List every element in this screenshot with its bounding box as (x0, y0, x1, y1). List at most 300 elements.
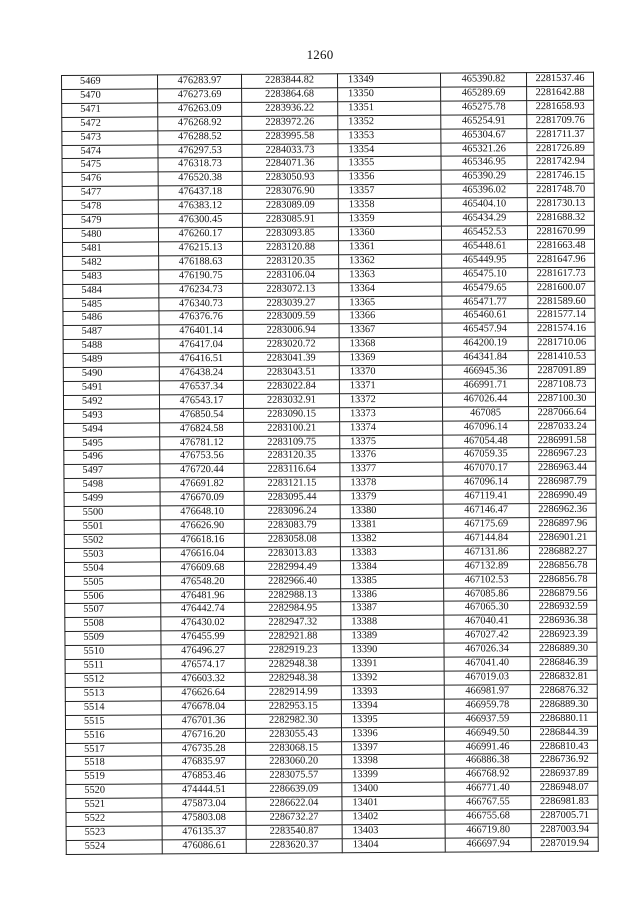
table-cell: 475803.08 (162, 811, 246, 825)
table-cell: 2281642.88 (527, 86, 594, 100)
table-cell: 13351 (338, 101, 441, 116)
table-cell: 5486 (63, 311, 159, 325)
table-cell: 2286832.81 (530, 670, 597, 684)
table-cell: 13364 (339, 282, 442, 297)
table-cell: 476340.73 (159, 297, 243, 311)
table-cell: 465434.29 (441, 212, 527, 226)
table-cell: 5507 (65, 603, 161, 617)
table-cell: 5501 (64, 520, 160, 534)
table-cell: 2286882.27 (529, 545, 596, 559)
table-cell: 476548.20 (161, 575, 245, 589)
table-cell: 13353 (338, 129, 441, 144)
table-cell: 467059.35 (443, 448, 529, 462)
table-cell: 13354 (338, 143, 441, 158)
table-cell: 5508 (65, 617, 161, 631)
table-cell: 13374 (340, 421, 443, 436)
table-cell: 476537.34 (159, 380, 243, 394)
table-cell: 464341.84 (442, 351, 528, 365)
table-cell: 466949.50 (444, 726, 530, 740)
table-cell: 465346.95 (441, 156, 527, 170)
table-cell: 464200.19 (442, 337, 528, 351)
table-cell: 2281574.16 (528, 323, 595, 337)
table-cell: 2286963.44 (529, 462, 596, 476)
table-cell: 5523 (66, 826, 162, 840)
table-cell: 2286844.39 (530, 726, 597, 740)
table-cell: 5480 (62, 228, 158, 242)
table-cell: 476268.92 (158, 116, 242, 130)
table-cell: 2283620.37 (246, 839, 342, 853)
table-cell: 13380 (340, 504, 443, 519)
table-cell: 2283106.04 (243, 268, 339, 282)
table-cell: 13391 (341, 657, 444, 672)
table-cell: 466991.71 (442, 379, 528, 393)
table-cell: 13365 (339, 296, 442, 311)
table-cell: 476850.54 (160, 408, 244, 422)
table-cell: 476616.04 (160, 547, 244, 561)
table-cell: 13381 (340, 518, 443, 533)
table-cell: 5498 (64, 478, 160, 492)
table-cell: 5520 (66, 784, 162, 798)
table-cell: 2283096.24 (244, 505, 340, 519)
table-cell: 467041.40 (444, 657, 530, 671)
table-cell: 13376 (340, 449, 443, 464)
table-cell: 5505 (65, 576, 161, 590)
table-cell: 13349 (337, 73, 440, 88)
table-cell: 466697.94 (445, 837, 531, 851)
table-cell: 2286846.39 (530, 656, 597, 670)
table-cell: 5475 (62, 158, 158, 172)
table-cell: 2281710.06 (528, 336, 595, 350)
table-cell: 465390.82 (440, 73, 526, 87)
table-cell: 2281670.99 (527, 225, 594, 239)
table-cell: 2283120.35 (243, 255, 339, 269)
table-cell: 466945.36 (442, 365, 528, 379)
table-cell: 2283068.15 (246, 741, 342, 755)
table-cell: 476720.44 (160, 464, 244, 478)
table-cell: 13373 (340, 407, 443, 422)
table-cell: 13398 (342, 755, 445, 770)
table-cell: 476288.52 (158, 130, 242, 144)
table-cell: 13383 (340, 546, 443, 561)
table-cell: 2282982.30 (245, 713, 341, 727)
table-cell: 2283121.15 (244, 477, 340, 491)
table-cell: 2283864.68 (242, 88, 338, 102)
table-cell: 467040.41 (444, 615, 530, 629)
table-cell: 2283936.22 (242, 102, 338, 116)
table-cell: 2282919.23 (245, 644, 341, 658)
table-cell: 5514 (65, 701, 161, 715)
table-cell: 5500 (64, 506, 160, 520)
table-cell: 13389 (341, 629, 444, 644)
table-cell: 476383.12 (158, 200, 242, 214)
table-cell: 5492 (63, 395, 159, 409)
table-cell: 5496 (64, 450, 160, 464)
table-cell: 2282914.99 (245, 686, 341, 700)
table-cell: 476263.09 (158, 102, 242, 116)
table-cell: 2282921.88 (245, 630, 341, 644)
table-cell: 476618.16 (160, 533, 244, 547)
table-cell: 13384 (340, 560, 443, 575)
table-cell: 2287108.73 (528, 378, 595, 392)
table-cell: 13400 (342, 782, 445, 797)
table-cell: 2282947.32 (245, 616, 341, 630)
table-cell: 2286639.09 (246, 783, 342, 797)
table-cell: 13378 (340, 476, 443, 491)
table-cell: 2284033.73 (242, 143, 338, 157)
table-cell: 13372 (339, 393, 442, 408)
table-cell: 5490 (63, 367, 159, 381)
table-cell: 5519 (66, 770, 162, 784)
table-cell: 476835.97 (162, 756, 246, 770)
table-cell: 465304.67 (441, 128, 527, 142)
table-cell: 476520.38 (158, 172, 242, 186)
table-cell: 476430.02 (161, 617, 245, 631)
table-cell: 5502 (64, 534, 160, 548)
table-cell: 5488 (63, 339, 159, 353)
table-cell: 5504 (64, 562, 160, 576)
table-cell: 2284071.36 (242, 157, 338, 171)
table-cell: 467144.84 (443, 532, 529, 546)
table-cell: 467070.17 (443, 462, 529, 476)
table-cell: 465460.61 (442, 309, 528, 323)
table-cell: 2283089.09 (242, 199, 338, 213)
table-cell: 5509 (65, 631, 161, 645)
table-cell: 476442.74 (161, 603, 245, 617)
table-cell: 13377 (340, 463, 443, 478)
table-cell: 13379 (340, 490, 443, 505)
page-number: 1260 (306, 47, 334, 62)
table-cell: 466771.40 (445, 782, 531, 796)
table-cell: 467027.42 (444, 629, 530, 643)
table-cell: 13395 (341, 713, 444, 728)
table-cell: 2287019.94 (531, 837, 598, 851)
table-cell: 2283085.91 (242, 213, 338, 227)
table-cell: 5522 (66, 812, 162, 826)
table-cell: 476416.51 (159, 353, 243, 367)
table-cell: 2286732.27 (246, 811, 342, 825)
table-cell: 2283055.43 (245, 727, 341, 741)
table-cell: 2281577.14 (528, 309, 595, 323)
table-cell: 2281746.15 (527, 170, 594, 184)
table-cell: 13375 (340, 435, 443, 450)
table-cell: 2281410.53 (528, 350, 595, 364)
table-cell: 476188.63 (159, 255, 243, 269)
table-cell: 2287003.94 (531, 823, 598, 837)
table-cell: 13359 (338, 212, 441, 227)
table-cell: 467175.69 (443, 518, 529, 532)
table-cell: 5479 (62, 214, 158, 228)
table-cell: 476648.10 (160, 505, 244, 519)
table-cell: 13392 (341, 671, 444, 686)
table-cell: 465448.61 (442, 240, 528, 254)
table-cell: 467026.44 (442, 392, 528, 406)
table-cell: 476853.46 (162, 770, 246, 784)
table-cell: 466768.92 (445, 768, 531, 782)
table-cell: 476455.99 (161, 631, 245, 645)
table-cell: 13367 (339, 323, 442, 338)
table-cell: 476273.69 (158, 88, 242, 102)
table-cell: 467085.86 (444, 587, 530, 601)
table-cell: 2283050.93 (242, 171, 338, 185)
table-cell: 467096.14 (443, 476, 529, 490)
table-cell: 467119.41 (443, 490, 529, 504)
table-cell: 5474 (62, 144, 158, 158)
table-cell: 2283109.75 (244, 435, 340, 449)
table-cell: 476609.68 (160, 561, 244, 575)
table-cell: 2286876.32 (530, 684, 597, 698)
table-cell: 5506 (65, 589, 161, 603)
table-cell: 13396 (341, 727, 444, 742)
table-cell: 2283116.64 (244, 463, 340, 477)
table-cell: 476376.76 (159, 311, 243, 325)
table-cell: 467065.30 (444, 601, 530, 615)
table-cell: 476318.73 (158, 158, 242, 172)
table-cell: 475873.04 (162, 798, 246, 812)
table-cell: 13352 (338, 115, 441, 130)
table-cell: 13397 (342, 741, 445, 756)
table-cell: 13387 (341, 602, 444, 617)
table-cell: 2286962.36 (529, 503, 596, 517)
table-cell: 467132.89 (443, 559, 529, 573)
table-cell: 2282948.38 (245, 672, 341, 686)
table-cell: 476626.90 (160, 519, 244, 533)
table-cell: 465289.69 (441, 87, 527, 101)
table-cell: 2281617.73 (528, 267, 595, 281)
table-cell: 2286901.21 (529, 531, 596, 545)
table-cell: 2283022.84 (243, 380, 339, 394)
table-cell: 476086.61 (162, 839, 246, 853)
table-cell: 2281730.13 (527, 197, 594, 211)
table-cell: 2281726.89 (527, 142, 594, 156)
table-cell: 2283009.59 (243, 310, 339, 324)
table-cell: 2287066.64 (529, 406, 596, 420)
table-cell: 2281658.93 (527, 100, 594, 114)
table-cell: 2283058.08 (244, 533, 340, 547)
table-cell: 5524 (66, 840, 162, 854)
table-cell: 2281663.48 (528, 239, 595, 253)
table-cell: 2286856.78 (529, 559, 596, 573)
table-cell: 13402 (342, 810, 445, 825)
table-cell: 2286810.43 (531, 740, 598, 754)
table-cell: 2283072.13 (243, 282, 339, 296)
table-cell: 2283075.57 (246, 769, 342, 783)
table-cell: 2283041.39 (243, 352, 339, 366)
table-cell: 2283120.35 (244, 449, 340, 463)
table-cell: 5493 (64, 409, 160, 423)
table-cell: 2286967.23 (529, 448, 596, 462)
table-cell: 467019.03 (444, 671, 530, 685)
table-cell: 5511 (65, 659, 161, 673)
table-cell: 13386 (341, 588, 444, 603)
table-cell: 2281742.94 (527, 156, 594, 170)
table-cell: 2281537.46 (526, 72, 593, 86)
table-cell: 474444.51 (162, 784, 246, 798)
table-cell: 476438.24 (159, 366, 243, 380)
table-cell: 2282953.15 (245, 700, 341, 714)
table-cell: 476543.17 (159, 394, 243, 408)
table-cell: 465404.10 (441, 198, 527, 212)
table-cell: 13361 (339, 240, 442, 255)
table-cell: 476753.56 (160, 450, 244, 464)
table-cell: 2286990.49 (529, 489, 596, 503)
table-cell: 2283995.58 (242, 129, 338, 143)
table-cell: 476670.09 (160, 492, 244, 506)
table-cell: 5472 (62, 117, 158, 131)
table-cell: 5497 (64, 464, 160, 478)
table-cell: 5512 (65, 673, 161, 687)
table-cell: 2283120.88 (243, 241, 339, 255)
table-cell: 2286932.59 (530, 601, 597, 615)
table-cell: 2281709.76 (527, 114, 594, 128)
table-cell: 2282948.38 (245, 658, 341, 672)
table-cell: 476678.04 (161, 700, 245, 714)
table-cell: 476401.14 (159, 325, 243, 339)
table-cell: 13350 (338, 87, 441, 102)
table-cell: 13368 (339, 337, 442, 352)
table-cell: 2287005.71 (531, 809, 598, 823)
table-cell: 2286936.38 (530, 615, 597, 629)
table-cell: 2281589.60 (528, 295, 595, 309)
table-cell: 476824.58 (160, 422, 244, 436)
table-cell: 2282984.95 (245, 602, 341, 616)
table-cell: 2282988.13 (245, 588, 341, 602)
coordinates-table-body (62, 72, 599, 854)
table-cell: 13369 (339, 351, 442, 366)
table-cell: 2283090.15 (244, 408, 340, 422)
table-cell: 2286923.39 (530, 628, 597, 642)
table-cell: 13390 (341, 643, 444, 658)
table-cell: 2286948.07 (531, 781, 598, 795)
table-cell: 2283540.87 (246, 825, 342, 839)
table-cell: 476496.27 (161, 645, 245, 659)
table-cell: 5483 (63, 270, 159, 284)
table-cell: 2281647.96 (528, 253, 595, 267)
table-cell: 476481.96 (161, 589, 245, 603)
table-cell: 2286736.92 (531, 754, 598, 768)
table-cell: 465479.65 (442, 281, 528, 295)
table-cell: 467085 (443, 406, 529, 420)
table-cell: 2283060.20 (246, 755, 342, 769)
table-cell: 5485 (63, 297, 159, 311)
table-cell: 465275.78 (441, 100, 527, 114)
table-cell: 13371 (339, 379, 442, 394)
table-cell: 476300.45 (158, 213, 242, 227)
table-cell: 466755.68 (445, 810, 531, 824)
table-cell: 5482 (63, 256, 159, 270)
table-cell: 5503 (64, 548, 160, 562)
table-cell: 476691.82 (160, 478, 244, 492)
table-cell: 465449.95 (442, 253, 528, 267)
table-cell: 465396.02 (441, 184, 527, 198)
table-cell: 467054.48 (443, 434, 529, 448)
table-cell: 476626.64 (161, 686, 245, 700)
table-cell: 2283095.44 (244, 491, 340, 505)
table-cell: 2282966.40 (245, 574, 341, 588)
table-cell: 5489 (63, 353, 159, 367)
table-cell: 476234.73 (159, 283, 243, 297)
table-cell: 476135.37 (162, 825, 246, 839)
table-cell: 2286880.11 (530, 712, 597, 726)
table-cell: 13358 (338, 198, 441, 213)
table-cell: 476603.32 (161, 672, 245, 686)
table-cell: 2283972.26 (242, 116, 338, 130)
table-cell: 476260.17 (158, 227, 242, 241)
table-cell: 2287100.30 (528, 392, 595, 406)
table-cell: 5469 (62, 75, 158, 89)
table-cell: 465457.94 (442, 323, 528, 337)
table-cell: 466886.38 (445, 754, 531, 768)
table-cell: 5517 (66, 742, 162, 756)
table-cell: 5476 (62, 172, 158, 186)
table-cell: 13366 (339, 310, 442, 325)
table-cell: 476297.53 (158, 144, 242, 158)
table-cell: 13388 (341, 616, 444, 631)
table-cell: 2283020.72 (243, 338, 339, 352)
table-cell: 2286991.58 (529, 434, 596, 448)
table-row (66, 837, 598, 854)
table-cell: 13370 (339, 365, 442, 380)
table-cell: 2283076.90 (242, 185, 338, 199)
table-cell: 465475.10 (442, 267, 528, 281)
table-cell: 5484 (63, 284, 159, 298)
table-cell: 2281688.32 (527, 211, 594, 225)
table-cell: 467146.47 (443, 504, 529, 518)
table-cell: 13385 (341, 574, 444, 589)
table-cell: 5494 (64, 423, 160, 437)
table-cell: 5513 (65, 687, 161, 701)
table-cell: 5487 (63, 325, 159, 339)
table-cell: 13393 (341, 685, 444, 700)
table-cell: 476781.12 (160, 436, 244, 450)
table-cell: 465452.53 (441, 226, 527, 240)
table-cell: 2283844.82 (241, 74, 337, 88)
table-cell: 465254.91 (441, 114, 527, 128)
table-cell: 13357 (338, 184, 441, 199)
table-cell: 2283006.94 (243, 324, 339, 338)
table-cell: 13399 (342, 768, 445, 783)
table-cell: 13403 (342, 824, 445, 839)
table-cell: 467096.14 (443, 420, 529, 434)
table-cell: 5473 (62, 131, 158, 145)
table-cell: 2287033.24 (529, 420, 596, 434)
table-cell: 466959.78 (444, 698, 530, 712)
table-cell: 5491 (63, 381, 159, 395)
table-cell: 5495 (64, 436, 160, 450)
table-cell: 5470 (62, 89, 158, 103)
table-cell: 2286879.56 (530, 587, 597, 601)
table-cell: 2283032.91 (243, 394, 339, 408)
table-cell: 465390.29 (441, 170, 527, 184)
table-cell: 476215.13 (159, 241, 243, 255)
table-cell: 2283043.51 (243, 366, 339, 380)
table-cell: 13363 (339, 268, 442, 283)
table-cell: 476417.04 (159, 339, 243, 353)
table-cell: 13401 (342, 796, 445, 811)
table-cell: 2281748.70 (527, 183, 594, 197)
table-cell: 466981.97 (444, 685, 530, 699)
table-cell: 5477 (62, 186, 158, 200)
table-cell: 2283093.85 (242, 227, 338, 241)
table-cell: 2286937.89 (531, 768, 598, 782)
table-cell: 476735.28 (162, 742, 246, 756)
table-cell: 2282994.49 (244, 561, 340, 575)
table-cell: 476190.75 (159, 269, 243, 283)
table-cell: 466767.55 (445, 796, 531, 810)
table-cell: 2281711.37 (527, 128, 594, 142)
table-cell: 466719.80 (445, 824, 531, 838)
table-cell: 13360 (338, 226, 441, 241)
table-cell: 2286622.04 (246, 797, 342, 811)
